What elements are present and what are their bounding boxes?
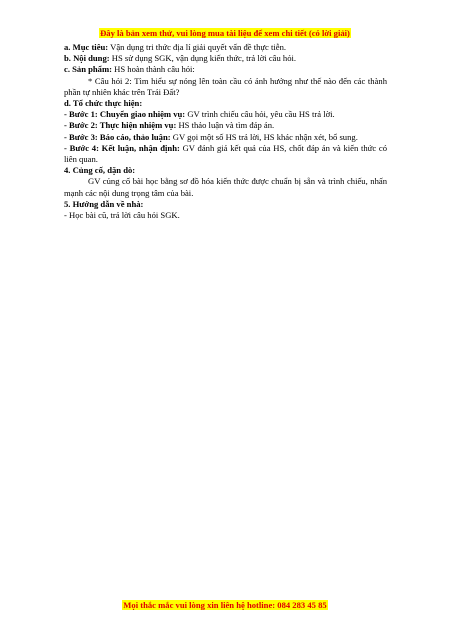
consolidation-label: 4. Củng cố, dặn dò: <box>64 165 136 176</box>
content-text: HS sử dụng SGK, vận dụng kiến thức, trả lời câu hỏi. <box>109 53 297 64</box>
question-2: * Câu hỏi 2: Tìm hiểu sự nóng lên toàn cầu có ảnh hưởng như thế nào đến các thành phần tự nhiên khác trên Trái Đất? <box>64 75 387 97</box>
step-2-text: HS thảo luận và tìm đáp án. <box>176 120 275 131</box>
preview-banner-text: Đây là bản xem thử, vui lòng mua tài liệu để xem chi tiết (có lời giải) <box>100 28 350 38</box>
step-4 <box>64 143 387 165</box>
product-paragraph <box>64 64 387 75</box>
step-1-text: GV trình chiếu câu hỏi, yêu cầu HS trả lời. <box>185 109 335 120</box>
objective-paragraph <box>64 42 387 53</box>
step-3 <box>64 132 387 143</box>
product-text: HS hoàn thành câu hỏi: <box>112 64 195 75</box>
hotline-banner <box>0 600 450 610</box>
organization-label: d. Tổ chức thực hiện: <box>64 98 143 109</box>
step-1 <box>64 109 387 120</box>
preview-banner <box>0 28 450 38</box>
organization-heading <box>64 98 387 109</box>
product-label: c. Sản phẩm: <box>64 64 112 75</box>
hotline-banner-text: Mọi thắc mắc vui lòng xin liên hệ hotline: 084 283 45 85 <box>123 600 327 610</box>
step-1-label: - Bước 1: Chuyển giao nhiệm vụ: <box>64 109 186 120</box>
homework-text: - Học bài cũ, trả lời câu hỏi SGK. <box>64 210 180 221</box>
consolidation-heading <box>64 165 387 176</box>
step-4-text: GV đánh giá kết quả của HS, chốt đáp án và kiến thức có liên quan. <box>64 142 387 165</box>
content-label: b. Nội dung: <box>64 53 110 64</box>
step-2 <box>64 120 387 131</box>
document-body <box>64 42 387 221</box>
consolidation-text: GV củng cố bài học bằng sơ đồ hóa kiến thức được chuẩn bị sẵn và trình chiếu, nhấn mạnh các nội dung trọng tâm của bài. <box>64 176 387 198</box>
step-3-label: - Bước 3: Báo cáo, thảo luận: <box>64 131 171 142</box>
homework-heading <box>64 199 387 210</box>
step-2-label: - Bước 2: Thực hiện nhiệm vụ: <box>64 120 177 131</box>
step-3-text: GV gọi một số HS trả lời, HS khác nhận xét, bổ sung. <box>170 131 358 142</box>
objective-text: Vận dụng tri thức địa lí giải quyết vấn đề thực tiễn. <box>108 42 287 52</box>
content-paragraph <box>64 53 387 64</box>
homework-label: 5. Hướng dẫn về nhà: <box>64 198 144 209</box>
objective-label: a. Mục tiêu: <box>64 42 109 52</box>
step-4-label: - Bước 4: Kết luận, nhận định: <box>64 142 180 153</box>
